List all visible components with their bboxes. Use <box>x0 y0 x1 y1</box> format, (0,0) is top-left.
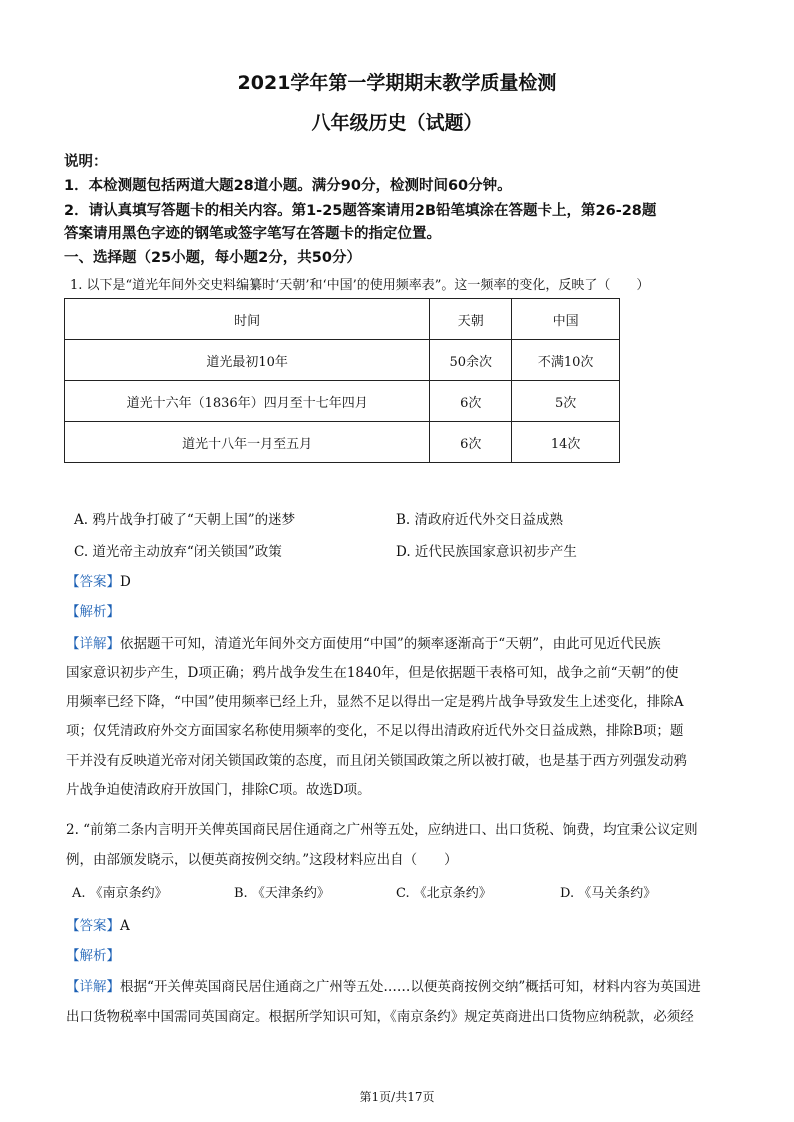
q1-stem: 1. 以下是“道光年间外交史料编纂时‘天朝’和‘中国’的使用频率表”。这一频率的变化，反映了（ ） <box>70 278 650 293</box>
table-row <box>65 422 620 463</box>
q2-stem-line-1: 2. “前第二条内言明开关俾英国商民居住通商之广州等五处，应纳进口、出口货税、饷费，均宜秉公议定则 <box>66 822 698 838</box>
q1-detail-line: 国家意识初步产生，D项正确；鸦片战争发生在1840年，但是依据题干表格可知，战争之前“天朝”的使 <box>66 665 679 681</box>
answer-label: 【答案】 <box>66 574 120 590</box>
instructions-heading: 说明： <box>64 154 108 170</box>
section-heading: 一、选择题（25小题，每小题2分，共50分） <box>64 250 361 266</box>
q1-detail-line: 【详解】依据题干可知，清道光年间外交方面使用“中国”的频率逐渐高于“天朝”，由此可见近代民族 <box>66 636 661 652</box>
detail-label: 【详解】 <box>66 979 120 995</box>
table-cell: 5次 <box>512 381 620 422</box>
instruction-line-2b: 答案请用黑色字迹的钢笔或签字笔写在答题卡的指定位置。 <box>64 226 441 242</box>
page-footer: 第1页/共17页 <box>359 1090 435 1104</box>
table-header-row <box>65 299 620 340</box>
instruction-line-2a: 2．请认真填写答题卡的相关内容。第1-25题答案请用2B铅笔填涂在答题卡上，第26-28题 <box>64 203 657 219</box>
analysis-label: 【解析】 <box>66 604 120 620</box>
table-header-cell: 天朝 <box>430 299 512 340</box>
table-header-cell: 中国 <box>512 299 620 340</box>
q1-answer <box>66 570 131 590</box>
page-subtitle: 八年级历史（试题） <box>311 112 483 134</box>
q1-option-c: C. 道光帝主动放弃“闭关锁国”政策 <box>74 544 282 560</box>
instruction-line-1: 1．本检测题包括两道大题28道小题。满分90分，检测时间60分钟。 <box>64 178 512 194</box>
table-cell: 道光最初10年 <box>65 340 430 381</box>
answer-label: 【答案】 <box>66 918 120 934</box>
q2-option-b: B. 《天津条约》 <box>234 886 330 901</box>
q2-stem-line-2: 例，由部颁发晓示，以便英商按例交纳。”这段材料应出自（ ） <box>66 852 458 868</box>
answer-value: D <box>120 574 131 590</box>
table-cell: 道光十八年一月至五月 <box>65 422 430 463</box>
q2-option-c: C. 《北京条约》 <box>396 886 492 901</box>
q2-answer <box>66 914 130 934</box>
q1-option-a: A. 鸦片战争打破了“天朝上国”的迷梦 <box>74 512 296 528</box>
q2-analysis <box>66 944 120 964</box>
frequency-table <box>64 298 620 463</box>
table-header-cell: 时间 <box>65 299 430 340</box>
q1-detail-line: 片战争迫使清政府开放国门，排除C项。故选D项。 <box>66 782 371 798</box>
table-row <box>65 381 620 422</box>
table-cell: 6次 <box>430 381 512 422</box>
table-cell: 50余次 <box>430 340 512 381</box>
q1-detail-line: 项；仅凭清政府外交方面国家名称使用频率的变化，不足以得出清政府近代外交日益成熟，排除B项；题 <box>66 723 684 739</box>
q2-option-d: D. 《马关条约》 <box>560 886 657 901</box>
page-title: 2021学年第一学期期末教学质量检测 <box>237 72 557 94</box>
table-cell: 14次 <box>512 422 620 463</box>
q1-detail-line: 用频率已经下降，“中国”使用频率已经上升，显然不足以得出一定是鸦片战争导致发生上述变化，排除A <box>66 694 684 710</box>
q1-analysis <box>66 600 120 620</box>
q2-detail-line: 【详解】根据“开关俾英国商民居住通商之广州等五处……以便英商按例交纳”概括可知，材料内容为英国进 <box>66 979 701 995</box>
q1-option-b: B. 清政府近代外交日益成熟 <box>396 512 564 528</box>
q2-detail-line: 出口货物税率中国需同英国商定。根据所学知识可知，《南京条约》规定英商进出口货物应纳税款，必须经 <box>66 1009 694 1025</box>
table-cell: 道光十六年（1836年）四月至十七年四月 <box>65 381 430 422</box>
detail-label: 【详解】 <box>66 636 120 652</box>
answer-value: A <box>120 918 130 934</box>
table-row <box>65 340 620 381</box>
q1-detail-line: 干并没有反映道光帝对闭关锁国政策的态度，而且闭关锁国政策之所以被打破，也是基于西方列强发动鸦 <box>66 753 687 769</box>
analysis-label: 【解析】 <box>66 948 120 964</box>
q1-option-d: D. 近代民族国家意识初步产生 <box>396 544 577 560</box>
q2-option-a: A. 《南京条约》 <box>72 886 168 901</box>
table-cell: 不满10次 <box>512 340 620 381</box>
table-cell: 6次 <box>430 422 512 463</box>
